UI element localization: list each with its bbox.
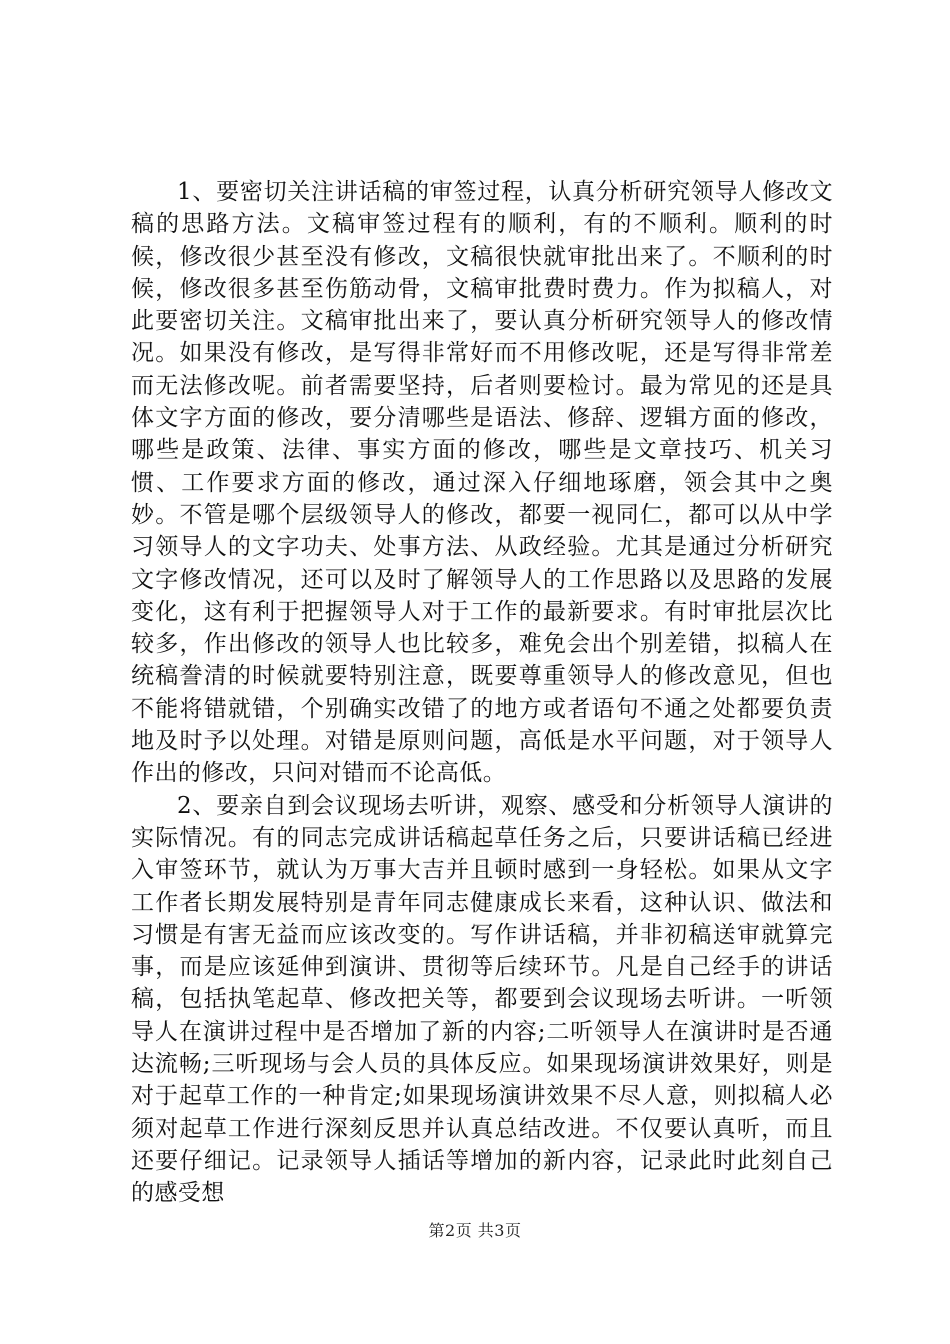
paragraph-1: 1、要密切关注讲话稿的审签过程，认真分析研究领导人修改文稿的思路方法。文稿审签过程有的顺利，有的不顺利。顺利的时候，修改很少甚至没有修改，文稿很快就审批出来了。不顺利的时候，修改很多甚至伤筋动骨，文稿审批费时费力。作为拟稿人，对此要密切关注。文稿审批出来了，要认真分析研究领导人的修改情况。如果没有修改，是写得非常好而不用修改呢，还是写得非常差而无法修改呢。前者需要坚持，后者则要检讨。最为常见的还是具体文字方面的修改，要分清哪些是语法、修辞、逻辑方面的修改，哪些是政策、法律、事实方面的修改，哪些是文章技巧、机关习惯、工作要求方面的修改，通过深入仔细地琢磨，领会其中之奥妙。不管是哪个层级领导人的修改，都要一视同仁，都可以从中学习领导人的文字功夫、处事方法、从政经验。尤其是通过分析研究文字修改情况，还可以及时了解领导人的工作思路以及思路的发展变化，这有利于把握领导人对于工作的最新要求。有时审批层次比较多，作出修改的领导人也比较多，难免会出个别差错，拟稿人在统稿誊清的时候就要特别注意，既要尊重领导人的修改意见，但也不能将错就错，个别确实改错了的地方或者语句不通之处都要负责地及时予以处理。对错是原则问题，高低是水平问题，对于领导人作出的修改，只问对错而不论高低。 (131, 179, 833, 787)
page-footer: 第2页 共3页 (428, 1221, 522, 1240)
document-body (131, 176, 833, 1210)
paragraph-2: 2、要亲自到会议现场去听讲，观察、感受和分析领导人演讲的实际情况。有的同志完成讲话稿起草任务之后，只要讲话稿已经进入审签环节，就认为万事大吉并且顿时感到一身轻松。如果从文字工作者长期发展特别是青年同志健康成长来看，这种认识、做法和习惯是有害无益而应该改变的。写作讲话稿，并非初稿送审就算完事，而是应该延伸到演讲、贯彻等后续环节。凡是自己经手的讲话稿，包括执笔起草、修改把关等，都要到会议现场去听讲。一听领导人在演讲过程中是否增加了新的内容;二听领导人在演讲时是否通达流畅;三听现场与会人员的具体反应。如果现场演讲效果好，则是对于起草工作的一种肯定;如果现场演讲效果不尽人意，则拟稿人必须对起草工作进行深刻反思并认真总结改进。不仅要认真听，而且还要仔细记。记录领导人插话等增加的新内容，记录此时此刻自己的感受想 (131, 792, 833, 1207)
